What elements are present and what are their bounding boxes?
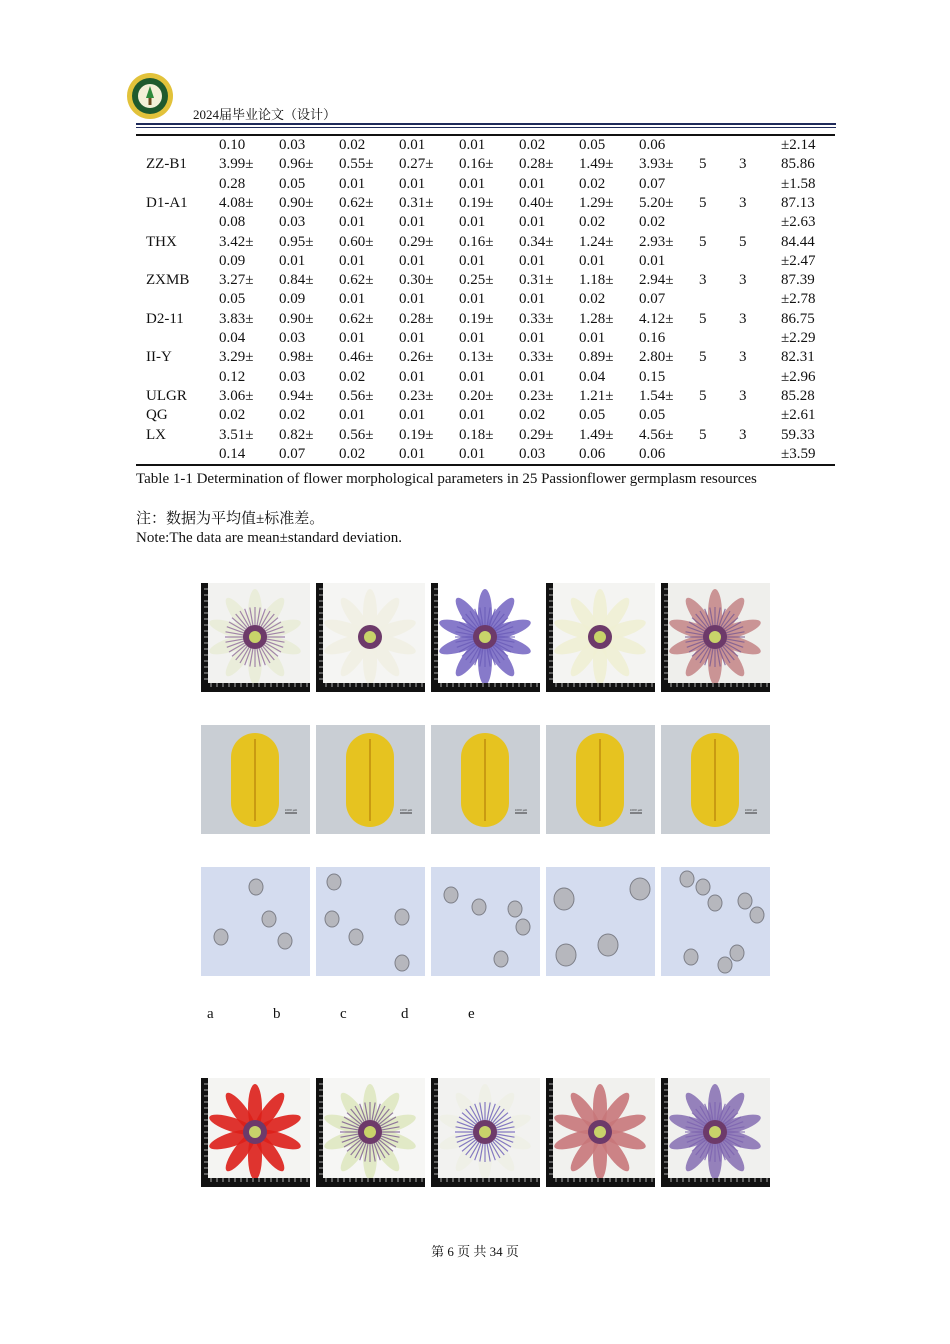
table-cell: 0.23± xyxy=(399,387,434,404)
table-cell: 85.86 xyxy=(781,156,815,173)
table-cell: 0.02 xyxy=(519,137,546,153)
table-cell: 0.05 xyxy=(219,291,246,308)
table-cell: ±1.58 xyxy=(781,175,816,192)
table-cell: ±2.78 xyxy=(781,291,816,308)
table-cell: 0.19± xyxy=(459,194,494,211)
table-cell: 5 xyxy=(699,349,707,366)
table-cell: 0.02 xyxy=(579,214,606,231)
table-cell: 0.01 xyxy=(459,252,486,269)
table-cell: 0.01 xyxy=(339,330,366,346)
table-row xyxy=(136,445,835,464)
table-cell: 0.09 xyxy=(219,252,246,269)
germplasm-name: QG xyxy=(146,407,168,424)
table-cell: 0.03 xyxy=(519,445,546,462)
table-cell: 86.75 xyxy=(781,310,815,327)
header-rule-thin xyxy=(136,127,836,128)
table-cell: 5 xyxy=(699,233,707,250)
table-cell: 1.21± xyxy=(579,387,614,404)
flower-photo xyxy=(201,1078,310,1187)
table-cell: 0.01 xyxy=(459,137,486,153)
anther-photo xyxy=(201,725,310,834)
germplasm-name: ZZ-B1 xyxy=(146,156,187,173)
table-cell: 0.01 xyxy=(519,368,546,385)
table-cell: 0.56± xyxy=(339,426,374,443)
table-cell: 0.29± xyxy=(519,426,554,443)
table-cell: 0.60± xyxy=(339,233,374,250)
table-cell: 3 xyxy=(739,349,747,366)
table-cell: 0.14 xyxy=(219,445,246,462)
table-cell: 0.01 xyxy=(399,214,426,231)
table-cell: 0.84± xyxy=(279,272,314,289)
flower-photo xyxy=(431,583,540,692)
table-cell: 1.29± xyxy=(579,194,614,211)
table-cell: 3.06± xyxy=(219,387,254,404)
table-cell: 0.20± xyxy=(459,387,494,404)
table-cell: ±2.29 xyxy=(781,330,816,346)
table-cell: 0.18± xyxy=(459,426,494,443)
svg-text:1000 μm: 1000 μm xyxy=(629,808,643,812)
table-cell: ±2.63 xyxy=(781,214,816,231)
table-cell: 0.02 xyxy=(579,291,606,308)
note-chinese: 注：数据为平均值±标准差。 xyxy=(136,511,325,527)
table-cell: 0.62± xyxy=(339,194,374,211)
table-cell: 0.01 xyxy=(339,407,366,424)
table-cell: 3 xyxy=(739,156,747,173)
table-cell: 0.04 xyxy=(579,368,606,385)
table-cell: 0.27± xyxy=(399,156,434,173)
flower-photo xyxy=(546,583,655,692)
table-cell: 0.16± xyxy=(459,156,494,173)
table-cell: 0.01 xyxy=(459,445,486,462)
table-cell: 3.83± xyxy=(219,310,254,327)
header-title: 2024届毕业论文（设计） xyxy=(193,107,337,122)
table-cell: 0.01 xyxy=(399,175,426,192)
svg-text:1000 μm: 1000 μm xyxy=(514,808,528,812)
table-row xyxy=(136,426,835,445)
table-cell: 0.16 xyxy=(639,330,666,346)
table-cell: 0.01 xyxy=(399,137,426,153)
table-cell: 0.82± xyxy=(279,426,314,443)
table-cell: 4.12± xyxy=(639,310,674,327)
table-cell: 1.49± xyxy=(579,156,614,173)
table-cell: 87.39 xyxy=(781,272,815,289)
table-cell: 2.94± xyxy=(639,272,674,289)
pollen-photo xyxy=(546,867,655,976)
table-cell: 0.90± xyxy=(279,310,314,327)
table-cell: 0.55± xyxy=(339,156,374,173)
table-cell: 3 xyxy=(739,310,747,327)
table-cell: ±2.47 xyxy=(781,252,816,269)
table-cell: 0.33± xyxy=(519,349,554,366)
table-cell: 0.01 xyxy=(579,330,606,346)
flower-photo xyxy=(201,583,310,692)
table-cell: 3.42± xyxy=(219,233,254,250)
table-cell: 0.05 xyxy=(639,407,666,424)
table-cell: 84.44 xyxy=(781,233,815,250)
table-cell: 0.06 xyxy=(639,445,666,462)
table-cell: 0.01 xyxy=(459,175,486,192)
table-row xyxy=(136,252,835,271)
table-cell: 0.03 xyxy=(279,330,306,346)
germplasm-name: LX xyxy=(146,426,166,443)
anther-photo xyxy=(546,725,655,834)
table-cell: 0.94± xyxy=(279,387,314,404)
table-row xyxy=(136,136,835,155)
flower-photo xyxy=(431,1078,540,1187)
table-cell: 0.46± xyxy=(339,349,374,366)
table-cell: 0.29± xyxy=(399,233,434,250)
germplasm-name: D2-11 xyxy=(146,310,184,327)
table-cell: 0.01 xyxy=(279,252,306,269)
table-cell: 3.93± xyxy=(639,156,674,173)
panel-label: c xyxy=(340,1006,347,1022)
anther-photo xyxy=(316,725,425,834)
table-row xyxy=(136,213,835,232)
table-cell: 1.28± xyxy=(579,310,614,327)
table-row xyxy=(136,233,835,252)
table-cell: 0.01 xyxy=(399,407,426,424)
table-cell: 0.01 xyxy=(399,368,426,385)
table-cell: 5 xyxy=(699,194,707,211)
table-cell: 87.13 xyxy=(781,194,815,211)
germplasm-name: THX xyxy=(146,233,177,250)
panel-label: d xyxy=(401,1006,409,1022)
table-cell: 0.03 xyxy=(279,214,306,231)
table-cell: 0.06 xyxy=(639,137,666,153)
table-cell: 0.01 xyxy=(339,291,366,308)
table-cell: 5 xyxy=(699,387,707,404)
germplasm-name: ULGR xyxy=(146,387,187,404)
germplasm-name: ZXMB xyxy=(146,272,190,289)
germplasm-name: D1-A1 xyxy=(146,194,188,211)
table-cell: ±2.14 xyxy=(781,137,816,153)
table-cell: 3.29± xyxy=(219,349,254,366)
table-cell: ±3.59 xyxy=(781,445,816,462)
table-cell: 0.02 xyxy=(519,407,546,424)
flower-photo xyxy=(661,583,770,692)
table-cell: 0.28± xyxy=(519,156,554,173)
table-cell: 0.31± xyxy=(399,194,434,211)
table-row xyxy=(136,348,835,367)
pollen-photo xyxy=(201,867,310,976)
table-cell: 0.02 xyxy=(339,368,366,385)
table-cell: 0.01 xyxy=(399,252,426,269)
table-cell: 0.40± xyxy=(519,194,554,211)
table-cell: 0.10 xyxy=(219,137,246,153)
table-cell: 3 xyxy=(739,387,747,404)
table-cell: 0.26± xyxy=(399,349,434,366)
table-bottom-rule xyxy=(136,464,835,466)
table-cell: 0.89± xyxy=(579,349,614,366)
table-cell: 0.01 xyxy=(399,291,426,308)
svg-text:1000 μm: 1000 μm xyxy=(744,808,758,812)
table-cell: 3.51± xyxy=(219,426,254,443)
table-cell: 0.90± xyxy=(279,194,314,211)
table-cell: 0.01 xyxy=(339,175,366,192)
table-cell: 5 xyxy=(739,233,747,250)
table-cell: 0.30± xyxy=(399,272,434,289)
table-cell: 0.02 xyxy=(339,137,366,153)
table-cell: 0.07 xyxy=(639,291,666,308)
table-cell: 0.01 xyxy=(399,330,426,346)
table-cell: 0.62± xyxy=(339,310,374,327)
table-cell: 3 xyxy=(699,272,707,289)
flower-photo xyxy=(316,583,425,692)
table-cell: 0.01 xyxy=(639,252,666,269)
table-cell: 0.98± xyxy=(279,349,314,366)
germplasm-name: II-Y xyxy=(146,349,172,366)
table-cell: 0.19± xyxy=(399,426,434,443)
anther-photo xyxy=(661,725,770,834)
table-cell: 1.49± xyxy=(579,426,614,443)
table-row xyxy=(136,175,835,194)
table-cell: 0.12 xyxy=(219,368,246,385)
table-cell: 0.02 xyxy=(579,175,606,192)
table-cell: 0.19± xyxy=(459,310,494,327)
table-cell: 0.03 xyxy=(279,368,306,385)
table-cell: 0.01 xyxy=(519,175,546,192)
table-cell: 5 xyxy=(699,426,707,443)
table-cell: 0.02 xyxy=(339,445,366,462)
table-cell: 0.01 xyxy=(519,214,546,231)
table-cell: 0.01 xyxy=(519,291,546,308)
table-cell: 0.34± xyxy=(519,233,554,250)
table-cell: 0.28 xyxy=(219,175,246,192)
table-cell: 0.23± xyxy=(519,387,554,404)
table-cell: 5 xyxy=(699,156,707,173)
table-cell: 0.13± xyxy=(459,349,494,366)
table-row xyxy=(136,271,835,290)
table-cell: 4.08± xyxy=(219,194,254,211)
table-cell: 0.05 xyxy=(579,137,606,153)
table-row xyxy=(136,387,835,406)
svg-text:1000 μm: 1000 μm xyxy=(284,808,298,812)
table-cell: 0.01 xyxy=(519,330,546,346)
university-logo xyxy=(121,71,179,121)
flower-photo xyxy=(546,1078,655,1187)
table-cell: 0.09 xyxy=(279,291,306,308)
table-cell: 3 xyxy=(739,272,747,289)
table-row xyxy=(136,406,835,425)
table-cell: 85.28 xyxy=(781,387,815,404)
table-cell: 0.02 xyxy=(639,214,666,231)
pollen-photo xyxy=(316,867,425,976)
table-cell: 0.07 xyxy=(279,445,306,462)
table-cell: 2.93± xyxy=(639,233,674,250)
table-row xyxy=(136,310,835,329)
table-cell: 1.24± xyxy=(579,233,614,250)
table-cell: 0.02 xyxy=(219,407,246,424)
table-cell: 0.56± xyxy=(339,387,374,404)
table-cell: 0.01 xyxy=(459,368,486,385)
table-cell: 2.80± xyxy=(639,349,674,366)
table-cell: 0.01 xyxy=(579,252,606,269)
table-cell: 0.01 xyxy=(339,214,366,231)
table-cell: 0.62± xyxy=(339,272,374,289)
svg-text:1000 μm: 1000 μm xyxy=(399,808,413,812)
table-cell: 3 xyxy=(739,426,747,443)
table-cell: 3 xyxy=(739,194,747,211)
table-cell: 0.07 xyxy=(639,175,666,192)
table-cell: 0.28± xyxy=(399,310,434,327)
flower-photo xyxy=(316,1078,425,1187)
table-cell: 0.95± xyxy=(279,233,314,250)
table-cell: 0.16± xyxy=(459,233,494,250)
table-cell: 0.03 xyxy=(279,137,306,153)
table-cell: 0.08 xyxy=(219,214,246,231)
panel-label: a xyxy=(207,1006,214,1022)
table-cell: 0.06 xyxy=(579,445,606,462)
table-cell: 0.96± xyxy=(279,156,314,173)
table-cell: 0.04 xyxy=(219,330,246,346)
table-cell: 0.01 xyxy=(459,330,486,346)
table-cell: 0.01 xyxy=(459,407,486,424)
table-cell: 0.31± xyxy=(519,272,554,289)
table-row xyxy=(136,290,835,309)
table-cell: 4.56± xyxy=(639,426,674,443)
anther-photo xyxy=(431,725,540,834)
table-cell: 0.05 xyxy=(279,175,306,192)
table-row xyxy=(136,155,835,174)
table-row xyxy=(136,368,835,387)
table-row xyxy=(136,194,835,213)
table-cell: 5 xyxy=(699,310,707,327)
table-cell: ±2.61 xyxy=(781,407,816,424)
flower-photo xyxy=(661,1078,770,1187)
table-cell: ±2.96 xyxy=(781,368,816,385)
table-cell: 59.33 xyxy=(781,426,815,443)
note-english: Note:The data are mean±standard deviation. xyxy=(136,530,403,546)
table-cell: 0.01 xyxy=(459,214,486,231)
header-rule xyxy=(136,123,836,125)
pollen-photo xyxy=(661,867,770,976)
table-cell: 0.15 xyxy=(639,368,666,385)
table-cell: 5.20± xyxy=(639,194,674,211)
table-cell: 0.01 xyxy=(459,291,486,308)
table-cell: 0.05 xyxy=(579,407,606,424)
table-cell: 0.01 xyxy=(519,252,546,269)
table-row xyxy=(136,329,835,348)
panel-label: b xyxy=(273,1006,281,1022)
table-cell: 3.27± xyxy=(219,272,254,289)
table-cell: 1.18± xyxy=(579,272,614,289)
page-footer: 第 6 页 共 34 页 xyxy=(431,1244,519,1259)
table-cell: 0.01 xyxy=(399,445,426,462)
pollen-photo xyxy=(431,867,540,976)
table-cell: 3.99± xyxy=(219,156,254,173)
table-cell: 82.31 xyxy=(781,349,815,366)
table-caption: Table 1-1 Determination of flower morphological parameters in 25 Passionflower germplasm resources xyxy=(136,471,757,487)
table-cell: 0.02 xyxy=(279,407,306,424)
table-cell: 1.54± xyxy=(639,387,674,404)
table-cell: 0.01 xyxy=(339,252,366,269)
table-cell: 0.25± xyxy=(459,272,494,289)
panel-label: e xyxy=(468,1006,475,1022)
table-cell: 0.33± xyxy=(519,310,554,327)
